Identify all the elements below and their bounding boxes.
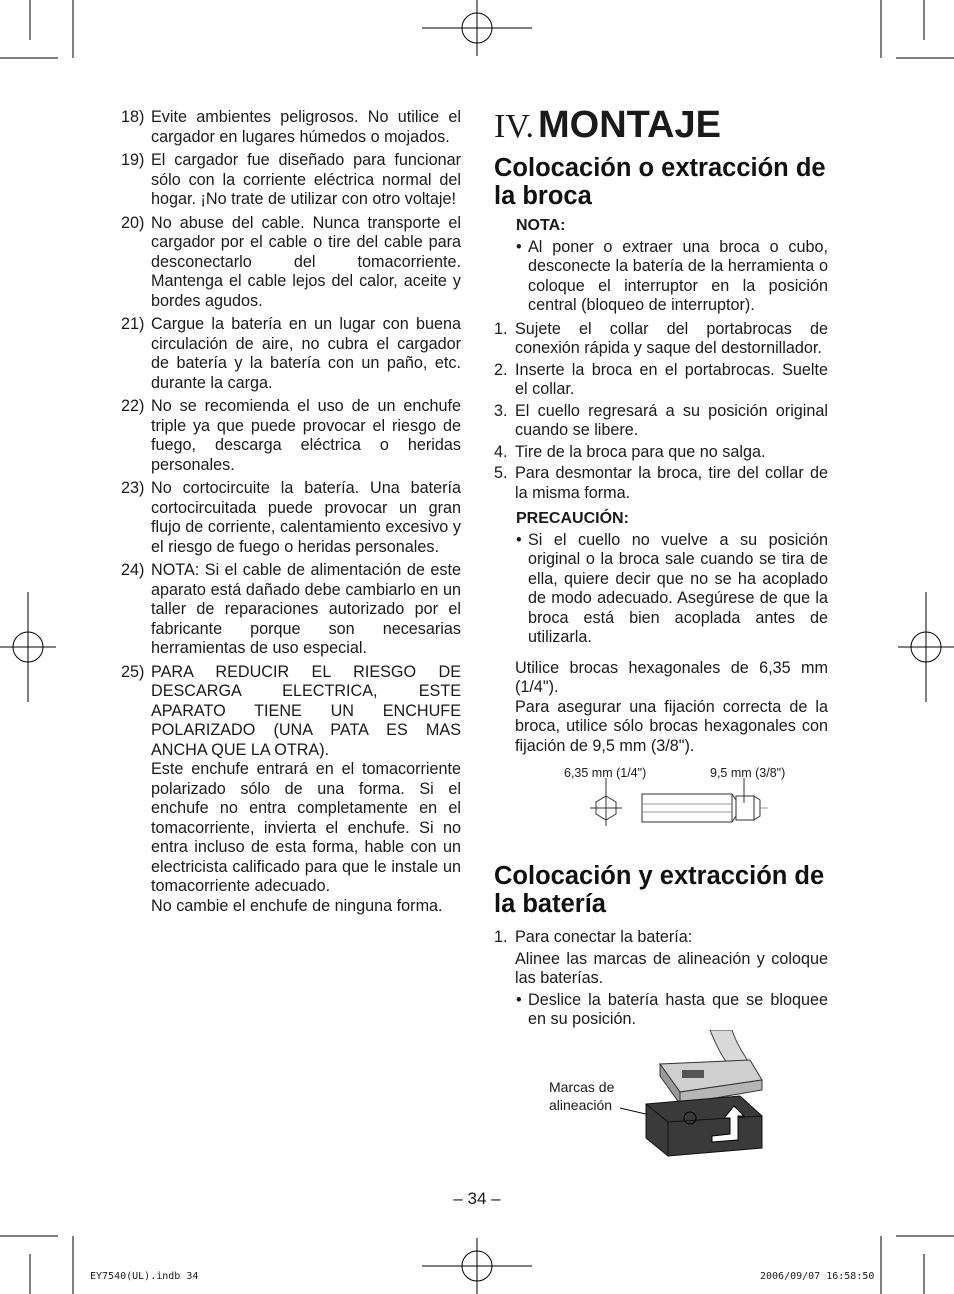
section-title bbox=[494, 104, 828, 148]
safety-item-number: 22) bbox=[121, 397, 145, 415]
footer-file: EY7540(UL).indb 34 bbox=[90, 1271, 199, 1282]
hex-bit-note: Utilice brocas hexagonales de 6,35 mm (1/4"). bbox=[515, 658, 828, 696]
footer-timestamp: 2006/09/07 16:58:50 bbox=[760, 1271, 875, 1282]
broca-step-text: Tire de la broca para que no salga. bbox=[515, 442, 766, 461]
safety-item-number: 21) bbox=[121, 315, 145, 333]
broca-step-number: 1. bbox=[494, 319, 508, 338]
hex-bit-drawing bbox=[584, 778, 784, 838]
bateria-step-text: Para conectar la batería: bbox=[515, 928, 693, 946]
safety-item-text: NOTA: Si el cable de alimentación de este aparato está dañado debe cambiarlo en un taller de reparaciones autorizado por el fabricante porque son necesarias herramientas de uso especial. bbox=[151, 561, 461, 657]
broca-step-number: 4. bbox=[494, 442, 508, 461]
safety-list bbox=[121, 108, 461, 920]
safety-item bbox=[121, 663, 461, 917]
section-roman: IV. bbox=[494, 108, 534, 145]
safety-item bbox=[121, 397, 461, 475]
safety-item-text: Este enchufe entrará en el tomacorriente polarizado sólo de una forma. Si el enchufe no entra completamente en el tomacorriente, invierta el enchufe. Si no entra incluso de esta forma, hable con un electricista calificado para que le instale un tomacorriente adecuado. bbox=[151, 760, 461, 895]
safety-item bbox=[121, 151, 461, 210]
bateria-align-text: Alinee las marcas de alineación y coloque las baterías. bbox=[515, 949, 828, 987]
broca-step-number: 3. bbox=[494, 401, 508, 420]
broca-step-number: 2. bbox=[494, 360, 508, 379]
safety-item bbox=[121, 108, 461, 147]
nota-label: NOTA: bbox=[516, 217, 566, 234]
battery-drawing bbox=[620, 1030, 770, 1160]
safety-item-text: PARA REDUCIR EL RIESGO DE DESCARGA ELECTRICA, ESTE APARATO TIENE UN ENCHUFE POLARIZADO (UNA PATA ES MAS ANCHA QUE LA OTRA). bbox=[151, 662, 461, 759]
assembly-column bbox=[494, 104, 828, 1030]
broca-step-number: 5. bbox=[494, 464, 508, 482]
bit-figure bbox=[494, 762, 828, 852]
bit-label-large: 9,5 mm (3/8") bbox=[710, 766, 786, 780]
safety-item-text: El cargador fue diseñado para funcionar sólo con la corriente eléctrica normal del hogar. ¡No trate de utilizar con otro voltaje! bbox=[151, 151, 461, 208]
broca-step bbox=[494, 443, 828, 463]
safety-item-number: 20) bbox=[121, 213, 145, 232]
bateria-bullet-text: Deslice la batería hasta que se bloquee en su posición. bbox=[528, 990, 828, 1028]
safety-item-number: 24) bbox=[121, 561, 145, 579]
broca-step bbox=[494, 320, 828, 359]
broca-step bbox=[494, 464, 828, 503]
page-number: – 34 – bbox=[453, 1189, 501, 1208]
safety-item bbox=[121, 561, 461, 659]
bateria-step bbox=[494, 928, 828, 948]
safety-item-text: Cargue la batería en un lugar con buena circulación de aire, no cubra el cargador de batería y la batería con un paño, etc. durante la carga. bbox=[151, 315, 461, 392]
broca-step bbox=[494, 402, 828, 441]
safety-item-number: 19) bbox=[121, 151, 145, 169]
broca-heading: Colocación o extracción de la broca bbox=[494, 154, 826, 210]
nota-bullet: • Al poner o extraer una broca o cubo, desconecte la batería de la herramienta o coloque el interruptor en la posición central (bloqueo de interruptor). bbox=[516, 237, 828, 314]
safety-item-number: 18) bbox=[121, 108, 145, 126]
safety-item bbox=[121, 214, 461, 312]
bateria-step-number: 1. bbox=[494, 928, 508, 946]
broca-step-text: Para desmontar la broca, tire del collar de la misma forma. bbox=[515, 464, 828, 502]
fixation-note: Para asegurar una fijación correcta de la broca, utilice sólo brocas hexagonales con fijación de 9,5 mm (3/8"). bbox=[515, 697, 828, 755]
section-title-text: MONTAJE bbox=[538, 104, 721, 146]
alignment-label: Marcas de alineación bbox=[549, 1079, 615, 1113]
safety-item-number: 23) bbox=[121, 479, 145, 497]
safety-item-text: No cortocircuite la batería. Una batería cortocircuitada puede provocar un gran flujo de corriente, calentamiento excesivo y el riesgo de fuego o heridas personales. bbox=[151, 479, 461, 556]
caution-bullet: • Si el cuello no vuelve a su posición original o la broca sale cuando se tira de ella, quiere decir que no se ha acoplado de modo adecuado. Asegúrese de que la broca está bien acoplada antes de utilizarla. bbox=[516, 530, 828, 646]
nota-text: Al poner o extraer una broca o cubo, desconecte la batería de la herramienta o coloque el interruptor en la posición central (bloqueo de interruptor). bbox=[528, 237, 828, 314]
caution-label: PRECAUCIÓN: bbox=[516, 510, 629, 527]
broca-step-text: Sujete el collar del portabrocas de conexión rápida y saque del destornillador. bbox=[515, 319, 828, 357]
bit-label-small: 6,35 mm (1/4") bbox=[564, 766, 647, 780]
broca-notes bbox=[515, 659, 828, 757]
broca-step bbox=[494, 361, 828, 400]
safety-item-text: Evite ambientes peligrosos. No utilice el cargador en lugares húmedos o mojados. bbox=[151, 108, 461, 146]
safety-item-text: No cambie el enchufe de ninguna forma. bbox=[151, 896, 443, 915]
safety-item-text: No abuse del cable. Nunca transporte el cargador por el cable o tire del cable para desconectarlo del tomacorriente. Mantenga el cable lejos del calor, aceite y bordes agudos. bbox=[151, 213, 461, 310]
broca-steps bbox=[494, 320, 828, 504]
safety-item-text: No se recomienda el uso de un enchufe triple ya que puede provocar el riesgo de fuego, descarga eléctrica o heridas personales. bbox=[151, 397, 461, 474]
safety-item bbox=[121, 479, 461, 557]
bateria-heading: Colocación y extracción de la batería bbox=[494, 862, 825, 918]
safety-item-number: 25) bbox=[121, 662, 145, 681]
broca-step-text: Inserte la broca en el portabrocas. Suelte el collar. bbox=[515, 360, 828, 398]
safety-item bbox=[121, 315, 461, 393]
bateria-bullet: • Deslice la batería hasta que se bloquee en su posición. bbox=[516, 990, 828, 1028]
broca-step-text: El cuello regresará a su posición original cuando se libere. bbox=[515, 401, 828, 439]
caution-text: Si el cuello no vuelve a su posición original o la broca sale cuando se tira de ella, quiere decir que no se ha acoplado de modo adecuado. Asegúrese de que la broca está bien acoplada antes de utilizarla. bbox=[528, 530, 828, 646]
